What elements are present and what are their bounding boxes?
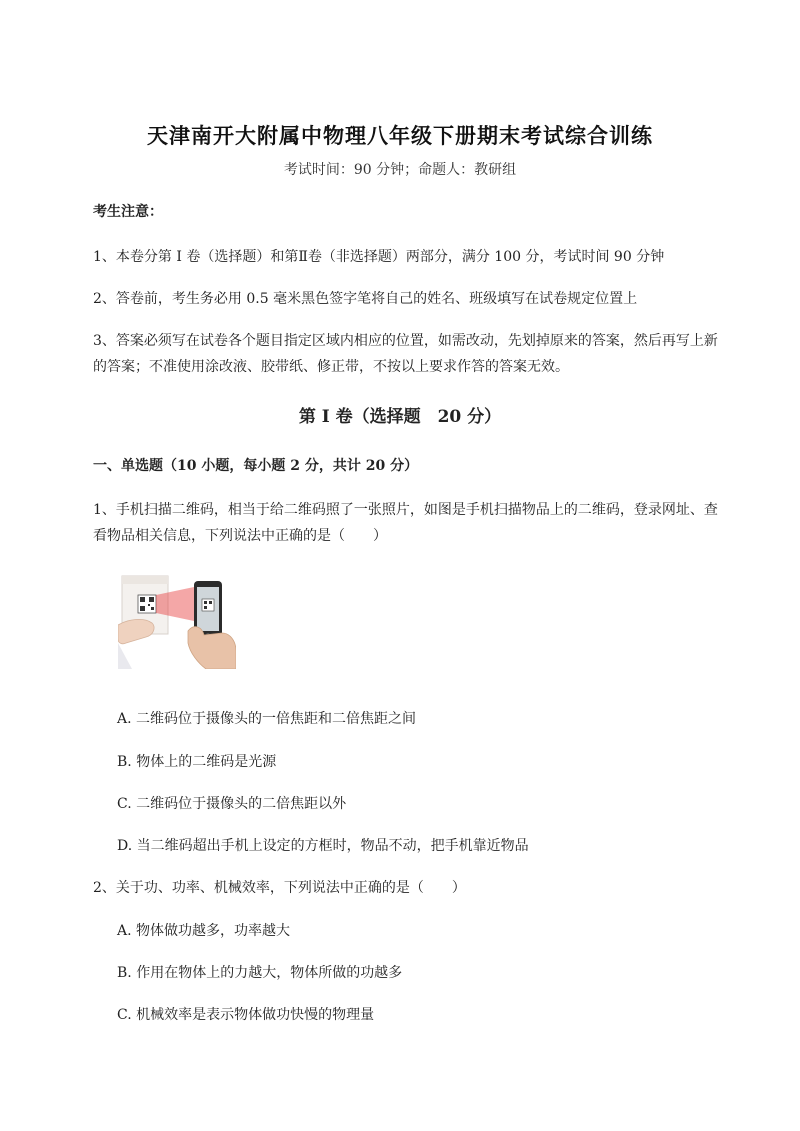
qr-code-icon bbox=[138, 595, 156, 613]
question-1-option-d: D. 当二维码超出手机上设定的方框时，物品不动，把手机靠近物品 bbox=[117, 838, 529, 854]
question-1-stem-line1: 1、手机扫描二维码，相当于给二维码照了一张照片，如图是手机扫描物品上的二维码，登录网址、查 bbox=[93, 502, 718, 518]
question-1-option-b: B. 物体上的二维码是光源 bbox=[117, 754, 277, 770]
notice-heading: 考生注意： bbox=[93, 204, 163, 220]
qr-scan-illustration bbox=[118, 573, 236, 669]
question-2-option-c: C. 机械效率是表示物体做功快慢的物理量 bbox=[117, 1007, 375, 1023]
notice-item-1: 1、本卷分第 I 卷（选择题）和第Ⅱ卷（非选择题）两部分，满分 100 分，考试时间 90 分钟 bbox=[93, 249, 665, 265]
notice-item-3-line2: 的答案；不准使用涂改液、胶带纸、修正带，不按以上要求作答的答案无效。 bbox=[93, 359, 569, 375]
notice-item-2: 2、答卷前，考生务必用 0.5 毫米黑色签字笔将自己的姓名、班级填写在试卷规定位置上 bbox=[93, 291, 638, 307]
page-title: 天津南开大附属中物理八年级下册期末考试综合训练 bbox=[147, 123, 653, 148]
section-title: 第 I 卷（选择题 20 分） bbox=[298, 407, 502, 427]
exam-subtitle: 考试时间：90 分钟；命题人：教研组 bbox=[283, 162, 517, 178]
question-2-option-a: A. 物体做功越多，功率越大 bbox=[117, 923, 291, 939]
question-1-option-a: A. 二维码位于摄像头的一倍焦距和二倍焦距之间 bbox=[117, 711, 417, 727]
part-heading: 一、单选题（10 小题，每小题 2 分，共计 20 分） bbox=[93, 458, 419, 474]
question-1-stem-line2: 看物品相关信息，下列说法中正确的是（ ） bbox=[93, 528, 387, 544]
question-2-option-b: B. 作用在物体上的力越大，物体所做的功越多 bbox=[117, 965, 403, 981]
notice-item-3-line1: 3、答案必须写在试卷各个题目指定区域内相应的位置，如需改动，先划掉原来的答案，然后再写上新 bbox=[93, 333, 718, 349]
question-1-option-c: C. 二维码位于摄像头的二倍焦距以外 bbox=[117, 796, 347, 812]
qr-scan-figure bbox=[118, 573, 236, 669]
question-2-stem: 2、关于功、功率、机械效率，下列说法中正确的是（ ） bbox=[93, 880, 466, 896]
